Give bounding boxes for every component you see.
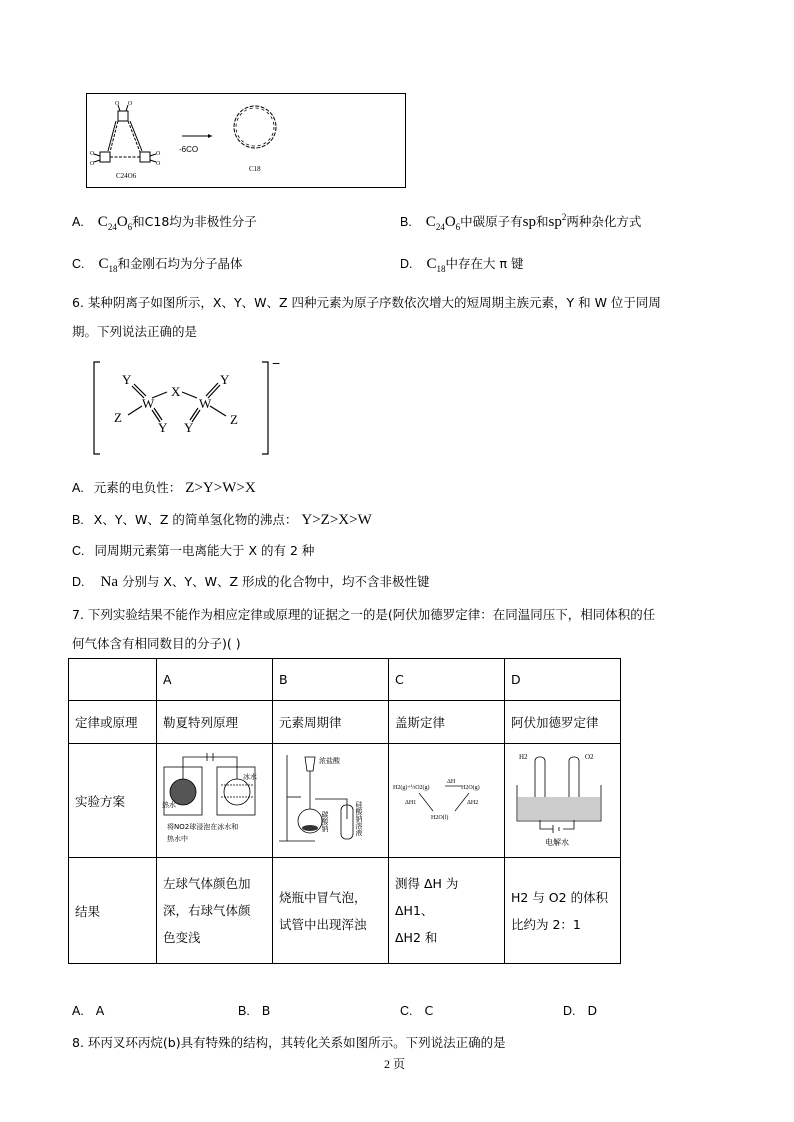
scheme-label-cell: 实验方案 bbox=[69, 744, 157, 858]
delta-h1: ΔH1 bbox=[405, 800, 417, 806]
result-cell-a: 左球气体颜色加 深，右球气体颜 色变浅 bbox=[157, 858, 273, 964]
formula: Y>Z>X>W bbox=[301, 512, 372, 528]
q7-stem-line1: 7. 下列实验结果不能作为相应定律或原理的证据之一的是(阿伏加德罗定律：在同温同压下，相同体积的任 bbox=[72, 607, 656, 622]
right-sphere bbox=[224, 779, 250, 805]
water-level bbox=[518, 797, 600, 820]
na2co3-label: 碳酸钠 bbox=[321, 811, 329, 832]
left-cyclobutene bbox=[100, 152, 110, 162]
formula-c18: $C_{18}$ bbox=[98, 256, 118, 274]
table-row bbox=[69, 701, 621, 744]
q7-option-c[interactable]: C. C bbox=[400, 1003, 434, 1018]
q5-option-b[interactable]: B. $C_{24}O_6$中碳原子有sp和$sp^2$两种杂化方式 bbox=[400, 212, 642, 232]
reactants: H2(g)+½O2(g) bbox=[393, 785, 430, 791]
no2-spheres-figure bbox=[159, 749, 262, 849]
electrolysis-figure bbox=[507, 749, 610, 849]
left-bracket bbox=[94, 362, 100, 454]
option-text: 和C18均为非极性分子 bbox=[132, 214, 257, 229]
result-label-cell: 结果 bbox=[69, 858, 157, 964]
atom-w: W bbox=[142, 396, 155, 411]
header-cell: A bbox=[157, 659, 273, 701]
acid-strength-apparatus bbox=[275, 749, 378, 849]
single-bond bbox=[182, 392, 197, 398]
scheme-cell-c bbox=[389, 744, 505, 858]
product-gas: H2O(g) bbox=[461, 785, 480, 791]
sodium-carbonate-solid bbox=[302, 825, 318, 831]
c18-reaction-svg bbox=[87, 94, 405, 187]
page-number: 2 页 bbox=[384, 1057, 406, 1071]
arrow-head-icon bbox=[208, 134, 212, 138]
o-label: O bbox=[128, 101, 133, 107]
q7-stem-line2: 何气体含有相同数目的分子)( ) bbox=[72, 636, 241, 651]
atom-z: Z bbox=[230, 412, 238, 427]
q7-option-b[interactable]: B. B bbox=[238, 1003, 271, 1018]
figure-caption: 电解水 bbox=[545, 838, 569, 847]
o-label: O bbox=[90, 151, 95, 157]
reactant-structure bbox=[94, 105, 156, 162]
c18-ring-inner bbox=[236, 108, 274, 146]
arrow bbox=[419, 793, 433, 811]
q6-option-b[interactable]: B. X、Y、W、Z 的简单氢化物的沸点： Y>Z>X>W bbox=[72, 512, 372, 528]
atom-x: X bbox=[171, 384, 181, 399]
atom-y: Y bbox=[158, 420, 168, 435]
result-cell-c: 测得 ΔH 为 ΔH1、 ΔH2 和 bbox=[389, 858, 505, 964]
o-label: O bbox=[156, 161, 161, 167]
hess-law-figure bbox=[391, 749, 494, 849]
q6-option-c[interactable]: C. 同周期元素第一电离能大于 X 的有 2 种 bbox=[72, 543, 315, 558]
law-cell: 勒夏特列原理 bbox=[157, 701, 273, 744]
law-label-cell: 定律或原理 bbox=[69, 701, 157, 744]
hcl-label: 浓盐酸 bbox=[319, 757, 340, 765]
hot-water-label: 热水 bbox=[162, 801, 176, 809]
result-cell-b: 烧瓶中冒气泡， 试管中出现浑浊 bbox=[273, 858, 389, 964]
o-label: O bbox=[115, 101, 120, 107]
atom-z: Z bbox=[114, 410, 122, 425]
scheme-cell-a bbox=[157, 744, 273, 858]
product-label: C18 bbox=[249, 165, 261, 173]
header-cell: D bbox=[505, 659, 621, 701]
formula-c24o6: $C_{24}O_6$ bbox=[97, 214, 133, 232]
o-label: O bbox=[90, 161, 95, 167]
header-cell: B bbox=[273, 659, 389, 701]
delta-h2: ΔH2 bbox=[467, 800, 479, 806]
q6-stem-line1: 6. 某种阴离子如图所示，X、Y、W、Z 四种元素为原子序数依次增大的短周期主族元素，Y 和 W 位于同周 bbox=[72, 295, 661, 310]
q6-option-a[interactable]: A. 元素的电负性： Z>Y>W>X bbox=[72, 480, 256, 496]
q6-stem-line2: 期。下列说法正确的是 bbox=[72, 324, 198, 339]
formula-c24o6: $C_{24}O_6$ bbox=[425, 214, 461, 232]
q6-option-d[interactable]: D. Na 分别与 X、Y、W、Z 形成的化合物中，均不含非极性键 bbox=[72, 574, 430, 590]
anion-structure-svg bbox=[92, 358, 292, 458]
result-cell-d: H2 与 O2 的体积 比约为 2：1 bbox=[505, 858, 621, 964]
c18-reaction-figure bbox=[86, 93, 406, 188]
scheme-cell-d bbox=[505, 744, 621, 858]
q5-option-a[interactable]: A. $C_{24}O_6$和C18均为非极性分子 bbox=[72, 214, 257, 232]
q8-stem: 8. 环丙叉环丙烷(b)具有特殊的结构，其转化关系如图所示。下列说法正确的是 bbox=[72, 1035, 506, 1050]
q7-table bbox=[68, 658, 621, 964]
h2-label: H2 bbox=[519, 753, 528, 761]
right-cyclobutene bbox=[140, 152, 150, 162]
table-row bbox=[69, 744, 621, 858]
formula: Na bbox=[100, 574, 118, 590]
product-liquid: H2O(l) bbox=[431, 815, 449, 821]
law-cell: 阿伏加德罗定律 bbox=[505, 701, 621, 744]
dropping-funnel bbox=[305, 757, 315, 771]
na2sio3-label: 硅酸钠溶液 bbox=[355, 801, 363, 836]
delta-h: ΔH bbox=[447, 779, 456, 785]
single-bond bbox=[210, 406, 226, 416]
charge-sign: − bbox=[272, 358, 281, 371]
scheme-cell-b bbox=[273, 744, 389, 858]
q5-option-d[interactable]: D. $C_{18}$中存在大 π 键 bbox=[400, 256, 524, 274]
top-cyclobutene bbox=[118, 111, 128, 121]
q7-option-d[interactable]: D. D bbox=[563, 1003, 598, 1018]
arrow-label: -6CO bbox=[179, 145, 199, 154]
formula-c18: $C_{18}$ bbox=[426, 256, 446, 274]
connecting-tube bbox=[183, 757, 237, 779]
law-cell: 盖斯定律 bbox=[389, 701, 505, 744]
c18-ring bbox=[234, 106, 276, 148]
figure-caption: 热水中 bbox=[167, 835, 188, 843]
atom-w: W bbox=[199, 396, 212, 411]
single-bond bbox=[128, 406, 142, 415]
ice-hatch bbox=[221, 785, 253, 797]
formula-sp2: $sp^2$ bbox=[548, 212, 567, 230]
atom-y: Y bbox=[184, 420, 194, 435]
o-label: O bbox=[156, 151, 161, 157]
anion-structure-figure bbox=[92, 358, 292, 458]
q7-option-a[interactable]: A. A bbox=[72, 1003, 105, 1018]
o2-label: O2 bbox=[585, 753, 594, 761]
delivery-tube bbox=[315, 799, 347, 819]
right-bracket bbox=[262, 362, 268, 454]
header-cell bbox=[69, 659, 157, 701]
ice-water-label: 冰水 bbox=[243, 773, 257, 781]
figure-caption: 将NO2球浸泡在冰水和 bbox=[167, 823, 239, 831]
formula: Z>Y>W>X bbox=[185, 480, 256, 496]
atom-y: Y bbox=[122, 372, 132, 387]
reactant-label: C24O6 bbox=[116, 172, 137, 180]
law-cell: 元素周期律 bbox=[273, 701, 389, 744]
q5-option-c[interactable]: C. $C_{18}$和金刚石均为分子晶体 bbox=[72, 256, 243, 274]
atom-y: Y bbox=[220, 372, 230, 387]
table-row bbox=[69, 659, 621, 701]
header-cell: C bbox=[389, 659, 505, 701]
table-row bbox=[69, 858, 621, 964]
